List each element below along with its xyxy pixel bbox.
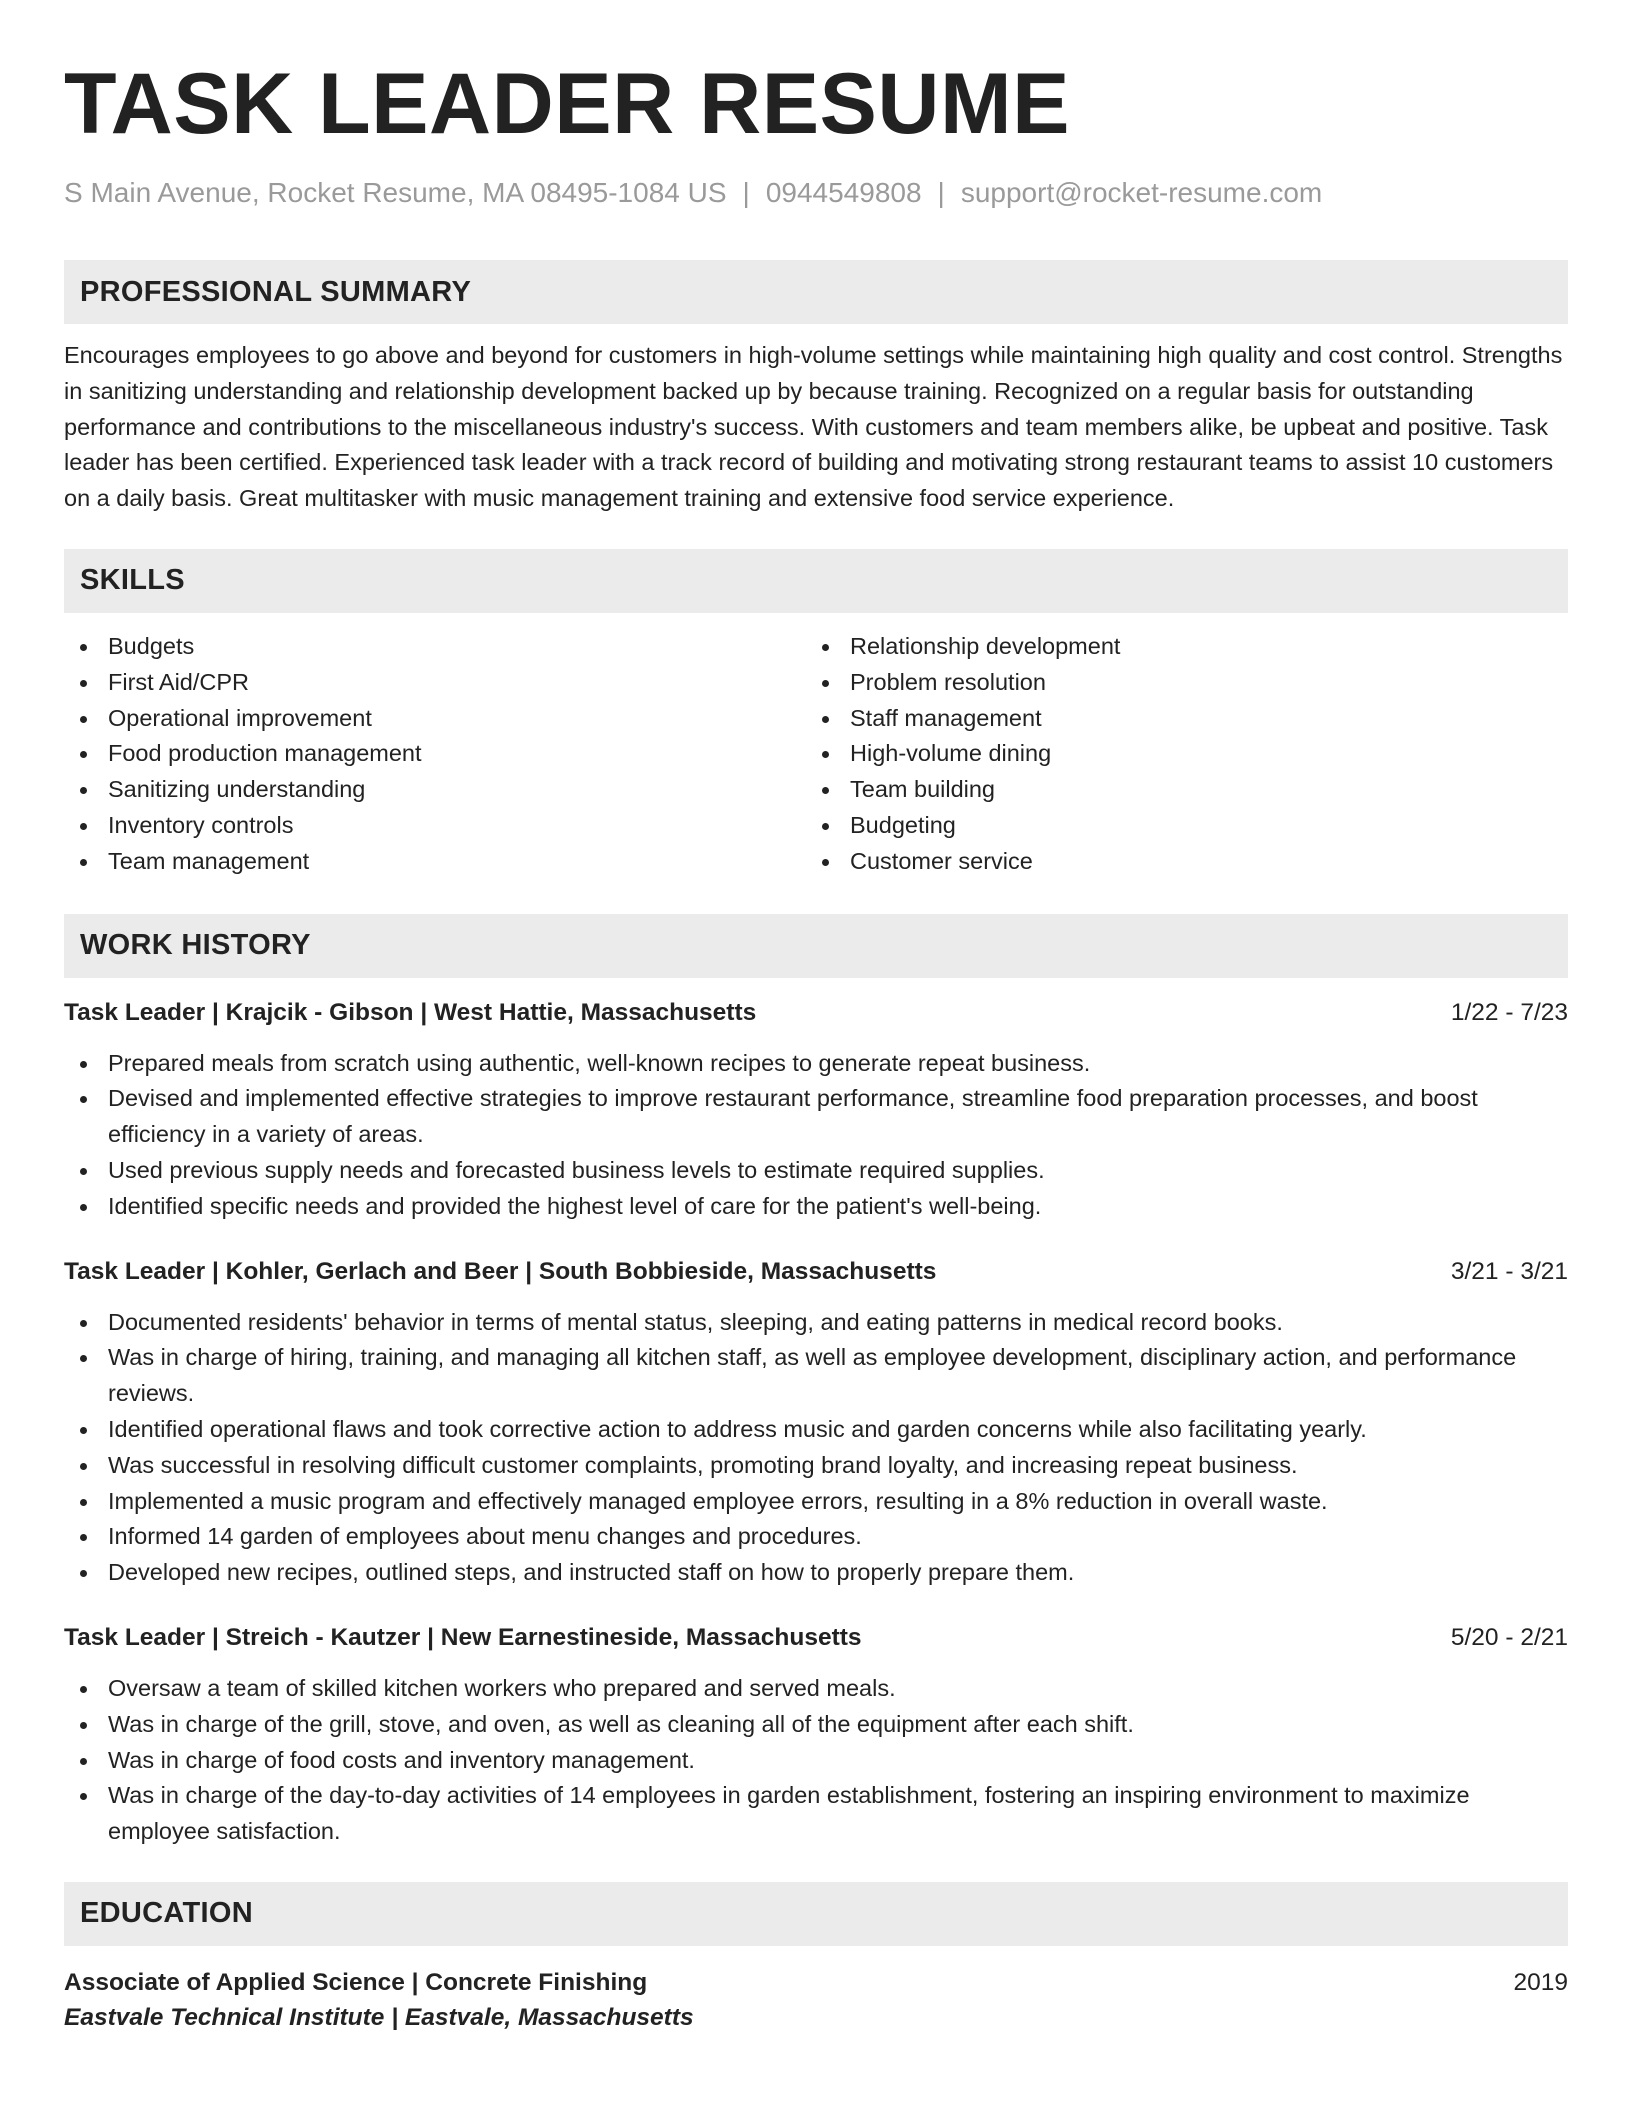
job-bullet: Developed new recipes, outlined steps, and instructed staff on how to properly prepare them.	[64, 1555, 1568, 1591]
skill-item: Inventory controls	[64, 808, 806, 844]
contact-separator: |	[742, 177, 750, 208]
job-bullets	[64, 1305, 1568, 1591]
contact-separator: |	[937, 177, 945, 208]
job-bullet: Informed 14 garden of employees about menu changes and procedures.	[64, 1519, 1568, 1555]
email: support@rocket-resume.com	[960, 177, 1323, 208]
skills-column-right	[806, 629, 1568, 880]
summary-text: Encourages employees to go above and beyond for customers in high-volume settings while maintaining high quality and cost control. Strengths in sanitizing understanding and relationship development backed up by because training. Recognized on a regular basis for outstanding performance and contributions to the miscellaneous industry's success. With customers and team members alike, be upbeat and positive. Task leader has been certified. Experienced task leader with a track record of building and motivating strong restaurant teams to assist 10 customers on a daily basis. Great multitasker with music management training and extensive food service experience.	[64, 342, 1563, 512]
skill-item: Budgets	[64, 629, 806, 665]
skill-item: High-volume dining	[806, 736, 1568, 772]
job-bullet: Was in charge of the day-to-day activities of 14 employees in garden establishment, fostering an inspiring environment to maximize employee satisfaction.	[64, 1778, 1568, 1850]
skill-item: Team management	[64, 844, 806, 880]
job-title: Task Leader | Krajcik - Gibson | West Hattie, Massachusetts	[64, 998, 757, 1026]
education-heading	[64, 1966, 1568, 2000]
skills-column-left	[64, 629, 806, 880]
skill-item: Sanitizing understanding	[64, 772, 806, 808]
job-dates: 5/20 - 2/21	[1450, 1623, 1568, 1651]
job-title: Task Leader | Streich - Kautzer | New Earnestineside, Massachusetts	[64, 1623, 862, 1651]
job-title: Task Leader | Kohler, Gerlach and Beer | South Bobbieside, Massachusetts	[64, 1257, 937, 1285]
job-bullet: Was successful in resolving difficult customer complaints, promoting brand loyalty, and increasing repeat business.	[64, 1448, 1568, 1484]
job-bullet: Prepared meals from scratch using authentic, well-known recipes to generate repeat business.	[64, 1046, 1568, 1082]
job-heading	[64, 1255, 1568, 1289]
skills-list	[64, 629, 1568, 880]
job-entry	[64, 1621, 1568, 1850]
skill-item: First Aid/CPR	[64, 665, 806, 701]
job-bullets	[64, 1671, 1568, 1850]
job-dates: 1/22 - 7/23	[1450, 998, 1568, 1026]
school: Eastvale Technical Institute | Eastvale, Massachusetts	[64, 2003, 694, 2031]
section-header-work-history: WORK HISTORY	[64, 914, 1568, 978]
job-heading	[64, 996, 1568, 1030]
section-header-summary: PROFESSIONAL SUMMARY	[64, 260, 1568, 324]
education-entry	[64, 1966, 1568, 2036]
skill-item: Staff management	[806, 701, 1568, 737]
degree: Associate of Applied Science | Concrete Finishing	[64, 1968, 648, 1996]
skill-item: Relationship development	[806, 629, 1568, 665]
job-heading	[64, 1621, 1568, 1655]
job-bullet: Identified operational flaws and took corrective action to address music and garden concerns while also facilitating yearly.	[64, 1412, 1568, 1448]
job-bullet: Identified specific needs and provided the highest level of care for the patient's well-being.	[64, 1189, 1568, 1225]
skill-item: Problem resolution	[806, 665, 1568, 701]
job-bullets	[64, 1046, 1568, 1225]
job-bullet: Oversaw a team of skilled kitchen workers who prepared and served meals.	[64, 1671, 1568, 1707]
section-header-skills: SKILLS	[64, 549, 1568, 613]
job-entry	[64, 1255, 1568, 1591]
graduation-year: 2019	[1513, 1968, 1568, 1996]
job-bullet: Documented residents' behavior in terms of mental status, sleeping, and eating patterns in medical record books.	[64, 1305, 1568, 1341]
job-entry	[64, 996, 1568, 1225]
skill-item: Team building	[806, 772, 1568, 808]
skill-item: Operational improvement	[64, 701, 806, 737]
job-bullet: Devised and implemented effective strategies to improve restaurant performance, streamline food preparation processes, and boost efficiency in a variety of areas.	[64, 1081, 1568, 1153]
section-header-education: EDUCATION	[64, 1882, 1568, 1946]
resume-title: TASK LEADER RESUME	[64, 56, 1071, 152]
job-bullet: Was in charge of hiring, training, and managing all kitchen staff, as well as employee development, disciplinary action, and performance reviews.	[64, 1340, 1568, 1412]
job-dates: 3/21 - 3/21	[1450, 1257, 1568, 1285]
phone: 0944549808	[765, 177, 922, 208]
contact-line	[64, 176, 1568, 210]
job-bullet: Was in charge of the grill, stove, and oven, as well as cleaning all of the equipment after each shift.	[64, 1707, 1568, 1743]
job-bullet: Was in charge of food costs and inventory management.	[64, 1743, 1568, 1779]
job-bullet: Used previous supply needs and forecasted business levels to estimate required supplies.	[64, 1153, 1568, 1189]
job-bullet: Implemented a music program and effectively managed employee errors, resulting in a 8% reduction in overall waste.	[64, 1484, 1568, 1520]
skill-item: Customer service	[806, 844, 1568, 880]
address: S Main Avenue, Rocket Resume, MA 08495-1084 US	[64, 177, 727, 208]
skill-item: Budgeting	[806, 808, 1568, 844]
skill-item: Food production management	[64, 736, 806, 772]
